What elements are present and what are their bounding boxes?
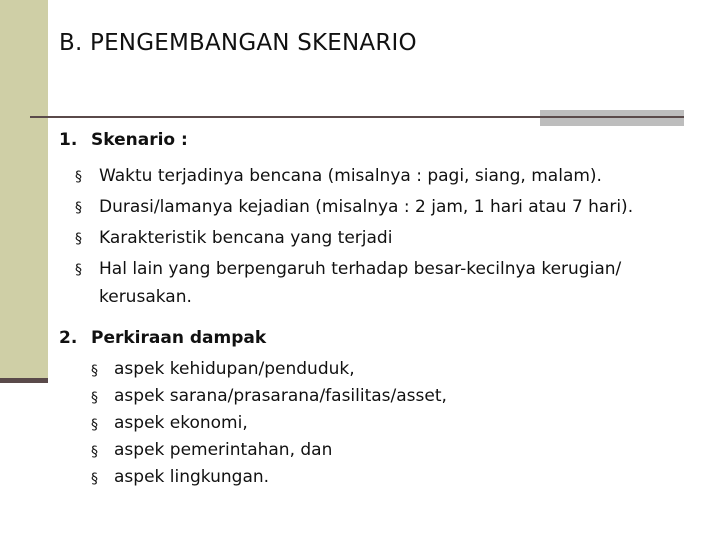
bullet-icon: §: [91, 444, 98, 460]
bullet-icon: §: [91, 417, 98, 433]
section1-item: Hal lain yang berpengaruh terhadap besar-kecilnya kerugian/: [99, 259, 622, 279]
section2-item: aspek kehidupan/penduduk,: [114, 359, 355, 379]
title-divider-line: [30, 116, 540, 118]
bullet-icon: §: [75, 262, 82, 278]
slide-title: B. PENGEMBANGAN SKENARIO: [59, 30, 417, 56]
section2-item: aspek pemerintahan, dan: [114, 440, 333, 460]
bullet-icon: §: [91, 471, 98, 487]
section1-item: Karakteristik bencana yang terjadi: [99, 228, 393, 248]
decorative-left-bar: [0, 0, 48, 378]
bullet-icon: §: [91, 390, 98, 406]
section2-item: aspek sarana/prasarana/fasilitas/asset,: [114, 386, 447, 406]
section1-item: Durasi/lamanya kejadian (misalnya : 2 jam, 1 hari atau 7 hari).: [99, 197, 634, 217]
section2-item: aspek lingkungan.: [114, 467, 270, 487]
bullet-icon: §: [75, 231, 82, 247]
section2-heading: Perkiraan dampak: [91, 328, 267, 348]
section1-heading: Skenario :: [91, 130, 188, 150]
section1-item-continuation: kerusakan.: [99, 287, 192, 307]
section2-number: 2.: [59, 328, 78, 348]
section1-number: 1.: [59, 130, 78, 150]
section2-item: aspek ekonomi,: [114, 413, 248, 433]
bullet-icon: §: [75, 169, 82, 185]
bullet-icon: §: [91, 363, 98, 379]
title-divider-block: [540, 110, 684, 126]
decorative-left-bar-line: [0, 378, 48, 383]
section1-item: Waktu terjadinya bencana (misalnya : pagi, siang, malam).: [99, 166, 602, 186]
bullet-icon: §: [75, 200, 82, 216]
